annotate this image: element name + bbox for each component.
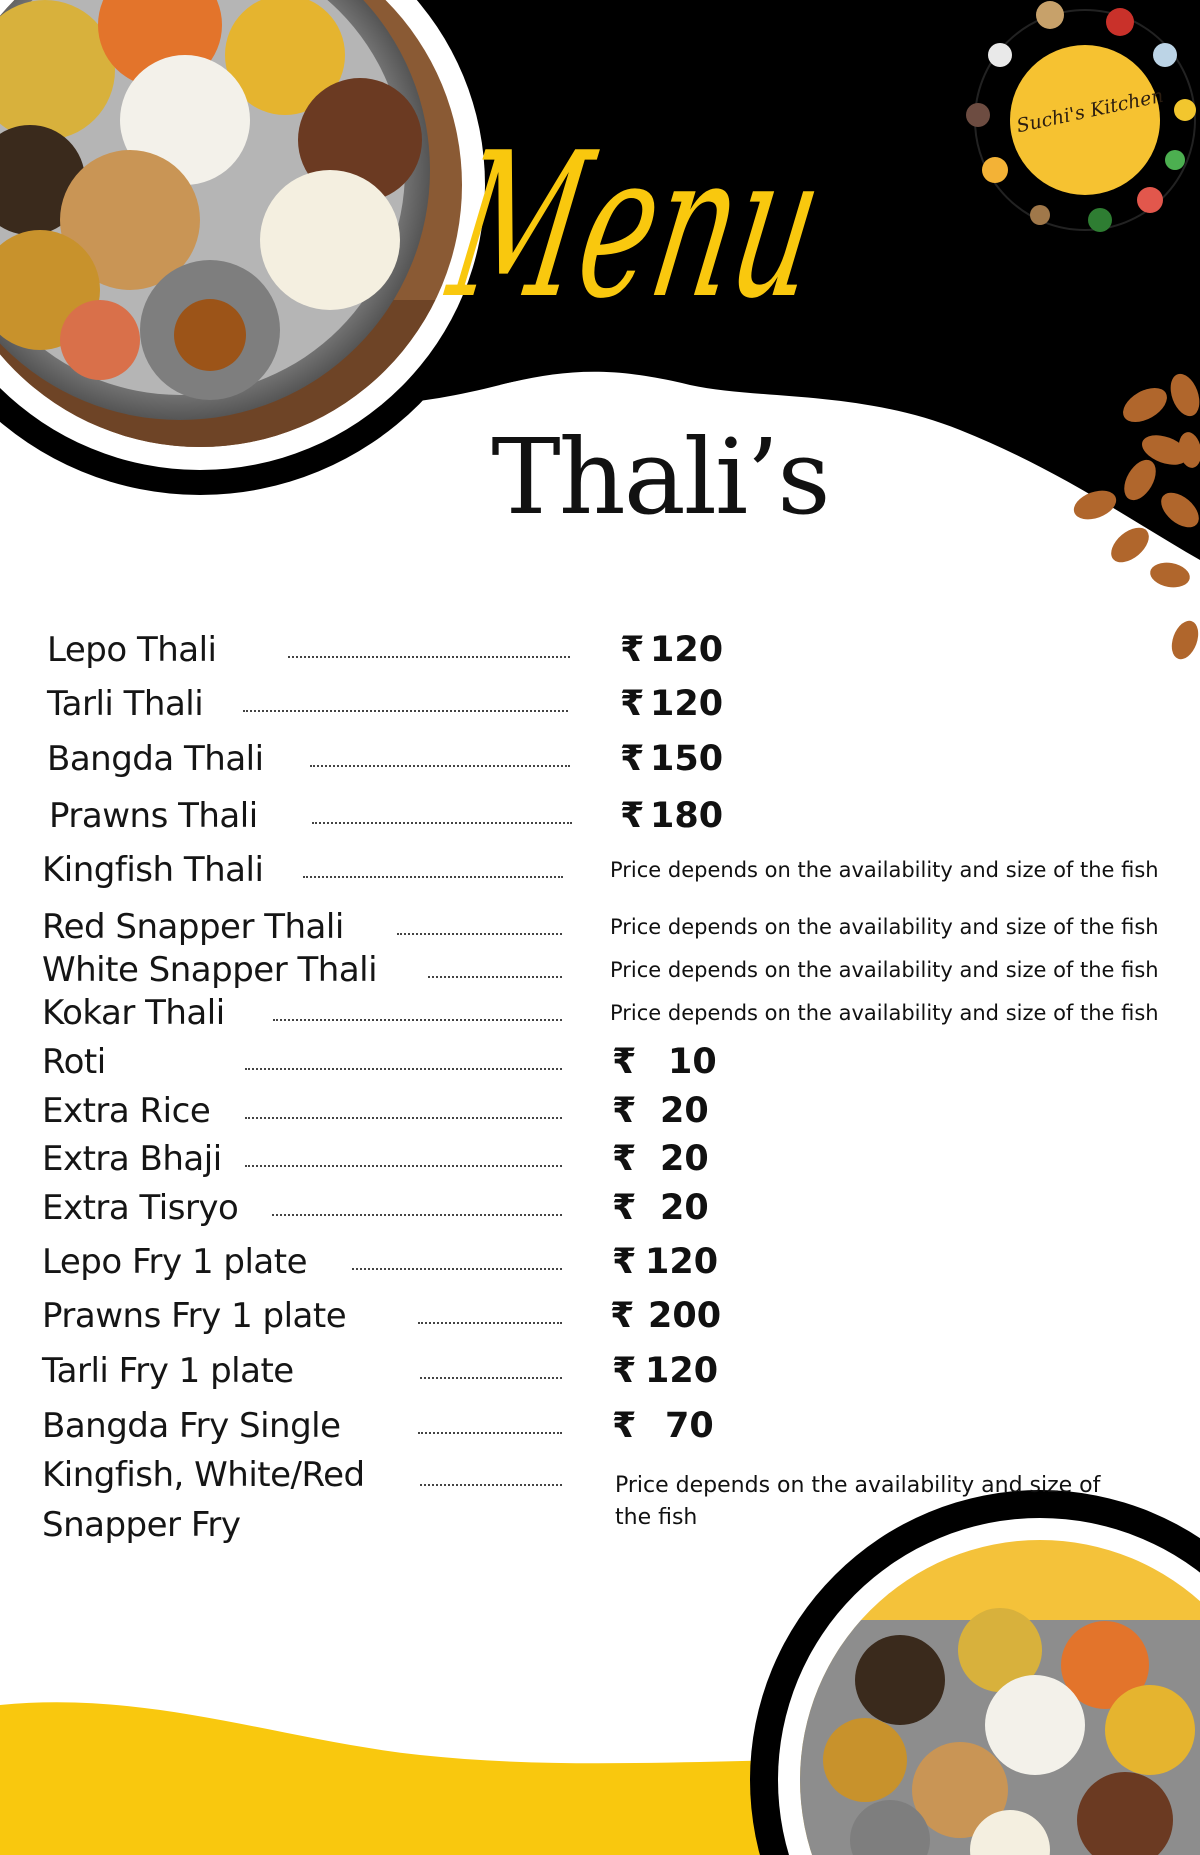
item-price: 20 [660,1188,709,1228]
currency-symbol: ₹ [620,684,645,724]
item-name: Extra Rice [42,1091,211,1131]
menu-row [0,1406,1200,1446]
item-name: Prawns Fry 1 plate [42,1296,347,1336]
item-price: 120 [645,1351,719,1391]
item-name: Lepo Thali [47,630,217,670]
section-title: Thali’s [491,416,829,538]
menu-row [0,796,1200,836]
menu-row [0,1296,1200,1336]
menu-row [0,1139,1200,1179]
item-price: 120 [650,630,724,670]
currency-symbol: ₹ [612,1139,637,1179]
dotted-leader [243,710,568,712]
currency-symbol: ₹ [612,1188,637,1228]
item-price: 200 [648,1296,722,1336]
dotted-leader [397,933,562,935]
currency-symbol: ₹ [612,1091,637,1131]
currency-symbol: ₹ [612,1042,637,1082]
item-name: Lepo Fry 1 plate [42,1242,307,1282]
item-name: Kingfish Thali [42,850,264,890]
dotted-leader [245,1117,562,1119]
dotted-leader [312,822,572,824]
currency-symbol: ₹ [620,796,645,836]
menu-row [0,850,1200,890]
item-price: 120 [650,684,724,724]
item-name: Tarli Fry 1 plate [42,1351,294,1391]
item-name: Extra Bhaji [42,1139,222,1179]
item-price: 180 [650,796,724,836]
logo-text: Suchi's Kitchen [1014,84,1166,138]
item-price: 70 [665,1406,714,1446]
price-note: Price depends on the availability and size of the fish [615,1473,1101,1530]
item-name: Extra Tisryo [42,1188,239,1228]
dotted-leader [310,765,570,767]
menu-row [0,993,1200,1033]
menu-script-title [436,95,1059,365]
yellow-footer-wave [0,1702,820,1855]
price-note: Price depends on the availability and size of the fish [610,1001,1159,1025]
item-price: 10 [668,1042,717,1082]
dotted-leader [303,876,563,878]
dotted-leader [428,976,562,978]
item-name: Red Snapper Thali [42,907,344,947]
menu-row [0,1188,1200,1228]
item-price: 150 [650,739,724,779]
currency-symbol: ₹ [612,1242,637,1282]
dotted-leader [245,1165,562,1167]
menu-row [0,1455,1200,1568]
dotted-leader [288,656,570,658]
menu-row [0,684,1200,724]
item-price: 20 [660,1091,709,1131]
currency-symbol: ₹ [612,1406,637,1446]
menu-script-text: Menu [436,109,1059,343]
dotted-leader [418,1432,562,1434]
currency-symbol: ₹ [610,1296,635,1336]
currency-symbol: ₹ [620,739,645,779]
price-note: Price depends on the availability and size of the fish [610,958,1159,982]
currency-symbol: ₹ [620,630,645,670]
item-price: 120 [645,1242,719,1282]
menu-row [0,1242,1200,1282]
menu-row [0,950,1200,990]
menu-row [0,1091,1200,1131]
item-name: Kingfish, White/Red Snapper Fry [42,1455,365,1545]
menu-row [0,907,1200,947]
menu-row [0,630,1200,670]
item-name: Prawns Thali [49,796,258,836]
dotted-leader [272,1214,562,1216]
item-name: White Snapper Thali [42,950,378,990]
dotted-leader [352,1268,562,1270]
item-price: 20 [660,1139,709,1179]
menu-row [0,1042,1200,1082]
dotted-leader [273,1019,562,1021]
item-name: Bangda Fry Single [42,1406,341,1446]
item-name: Bangda Thali [47,739,264,779]
menu-row [0,1351,1200,1391]
item-name: Kokar Thali [42,993,225,1033]
price-note: Price depends on the availability and size of the fish [610,915,1159,939]
menu-row [0,739,1200,779]
item-name: Tarli Thali [47,684,204,724]
dotted-leader [418,1322,562,1324]
dotted-leader [420,1484,562,1486]
dotted-leader [245,1068,562,1070]
dotted-leader [420,1377,562,1379]
item-name: Roti [42,1042,106,1082]
price-note: Price depends on the availability and size of the fish [610,858,1159,882]
currency-symbol: ₹ [612,1351,637,1391]
